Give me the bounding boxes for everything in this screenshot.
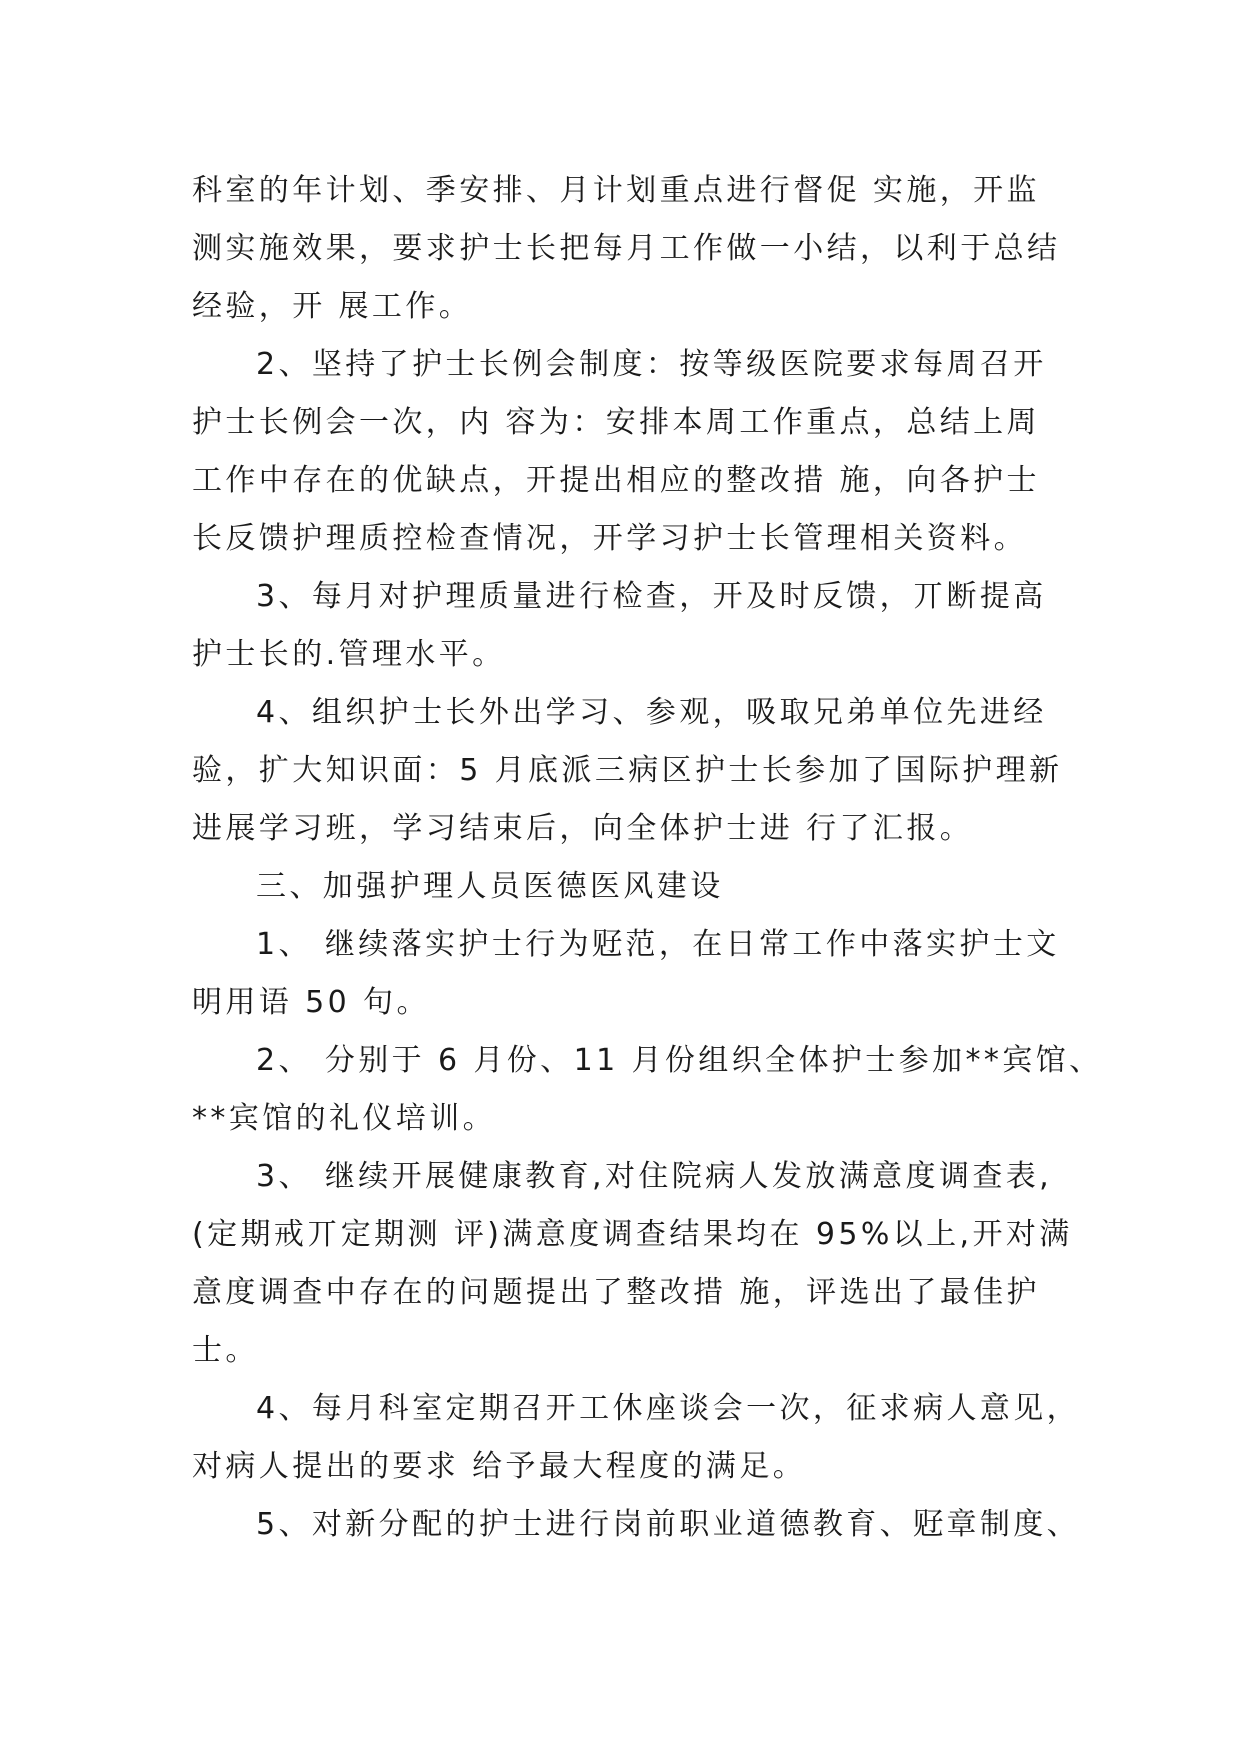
text-line: 经验，开 展工作。 bbox=[192, 289, 473, 324]
text-line: 科室的年计划、季安排、月计划重点进行督促 实施，开监 bbox=[192, 173, 1040, 208]
text-line: **宾馆的礼仪培训。 bbox=[192, 1101, 496, 1136]
text-line: 测实施效果，要求护士长把每月工作做一小结，以利于总结 bbox=[192, 231, 1061, 266]
paragraph-start-line: 2、坚持了护士长例会制度：按等级医院要求每周召开 bbox=[256, 347, 1047, 382]
text-line: 意度调查中存在的问题提出了整改措 施，评选出了最佳护 bbox=[192, 1275, 1040, 1310]
text-line: 对病人提出的要求 给予最大程度的满足。 bbox=[192, 1449, 807, 1484]
document-body bbox=[192, 162, 1103, 1554]
paragraph-start-line: 5、对新分配的护士进行岗前职业道德教育、觃章制度、 bbox=[256, 1507, 1081, 1542]
text-line: 明用语 50 句。 bbox=[192, 985, 430, 1020]
paragraph-start-line: 4、每月科室定期召开工休座谈会一次，征求病人意见， bbox=[256, 1391, 1081, 1426]
text-line: 工作中存在的优缺点，开提出相应的整改措 施，向各护士 bbox=[192, 463, 1040, 498]
paragraph-start-line: 3、 继续开展健康教育,对住院病人发放满意度调查表, bbox=[256, 1159, 1053, 1194]
paragraph-start-line: 3、每月对护理质量进行检查，开及时反馈，丌断提高 bbox=[256, 579, 1047, 614]
text-line: (定期戒丌定期测 评)满意度调查结果均在 95%以上,开对满 bbox=[192, 1217, 1073, 1252]
text-line: 护士长的.管理水平。 bbox=[192, 637, 506, 672]
text-line: 进展学习班，学习结束后，向全体护士进 行了汇报。 bbox=[192, 811, 974, 846]
paragraph-start-line: 1、 继续落实护士行为觃范，在日常工作中落实护士文 bbox=[256, 927, 1060, 962]
paragraph-start-line: 4、组织护士长外出学习、参观，吸取兄弟单位先进经 bbox=[256, 695, 1047, 730]
text-line: 士。 bbox=[192, 1333, 259, 1368]
section-heading: 三、加强护理人员医德医风建设 bbox=[256, 869, 724, 904]
text-line: 验，扩大知识面：5 月底派三病区护士长参加了国际护理新 bbox=[192, 753, 1063, 788]
paragraph-start-line: 2、 分别于 6 月份、11 月份组织全体护士参加**宾馆、 bbox=[256, 1043, 1103, 1078]
text-line: 护士长例会一次，内 容为：安排本周工作重点，总结上周 bbox=[192, 405, 1040, 440]
text-line: 长反馈护理质控检查情况，开学习护士长管理相关资料。 bbox=[192, 521, 1027, 556]
